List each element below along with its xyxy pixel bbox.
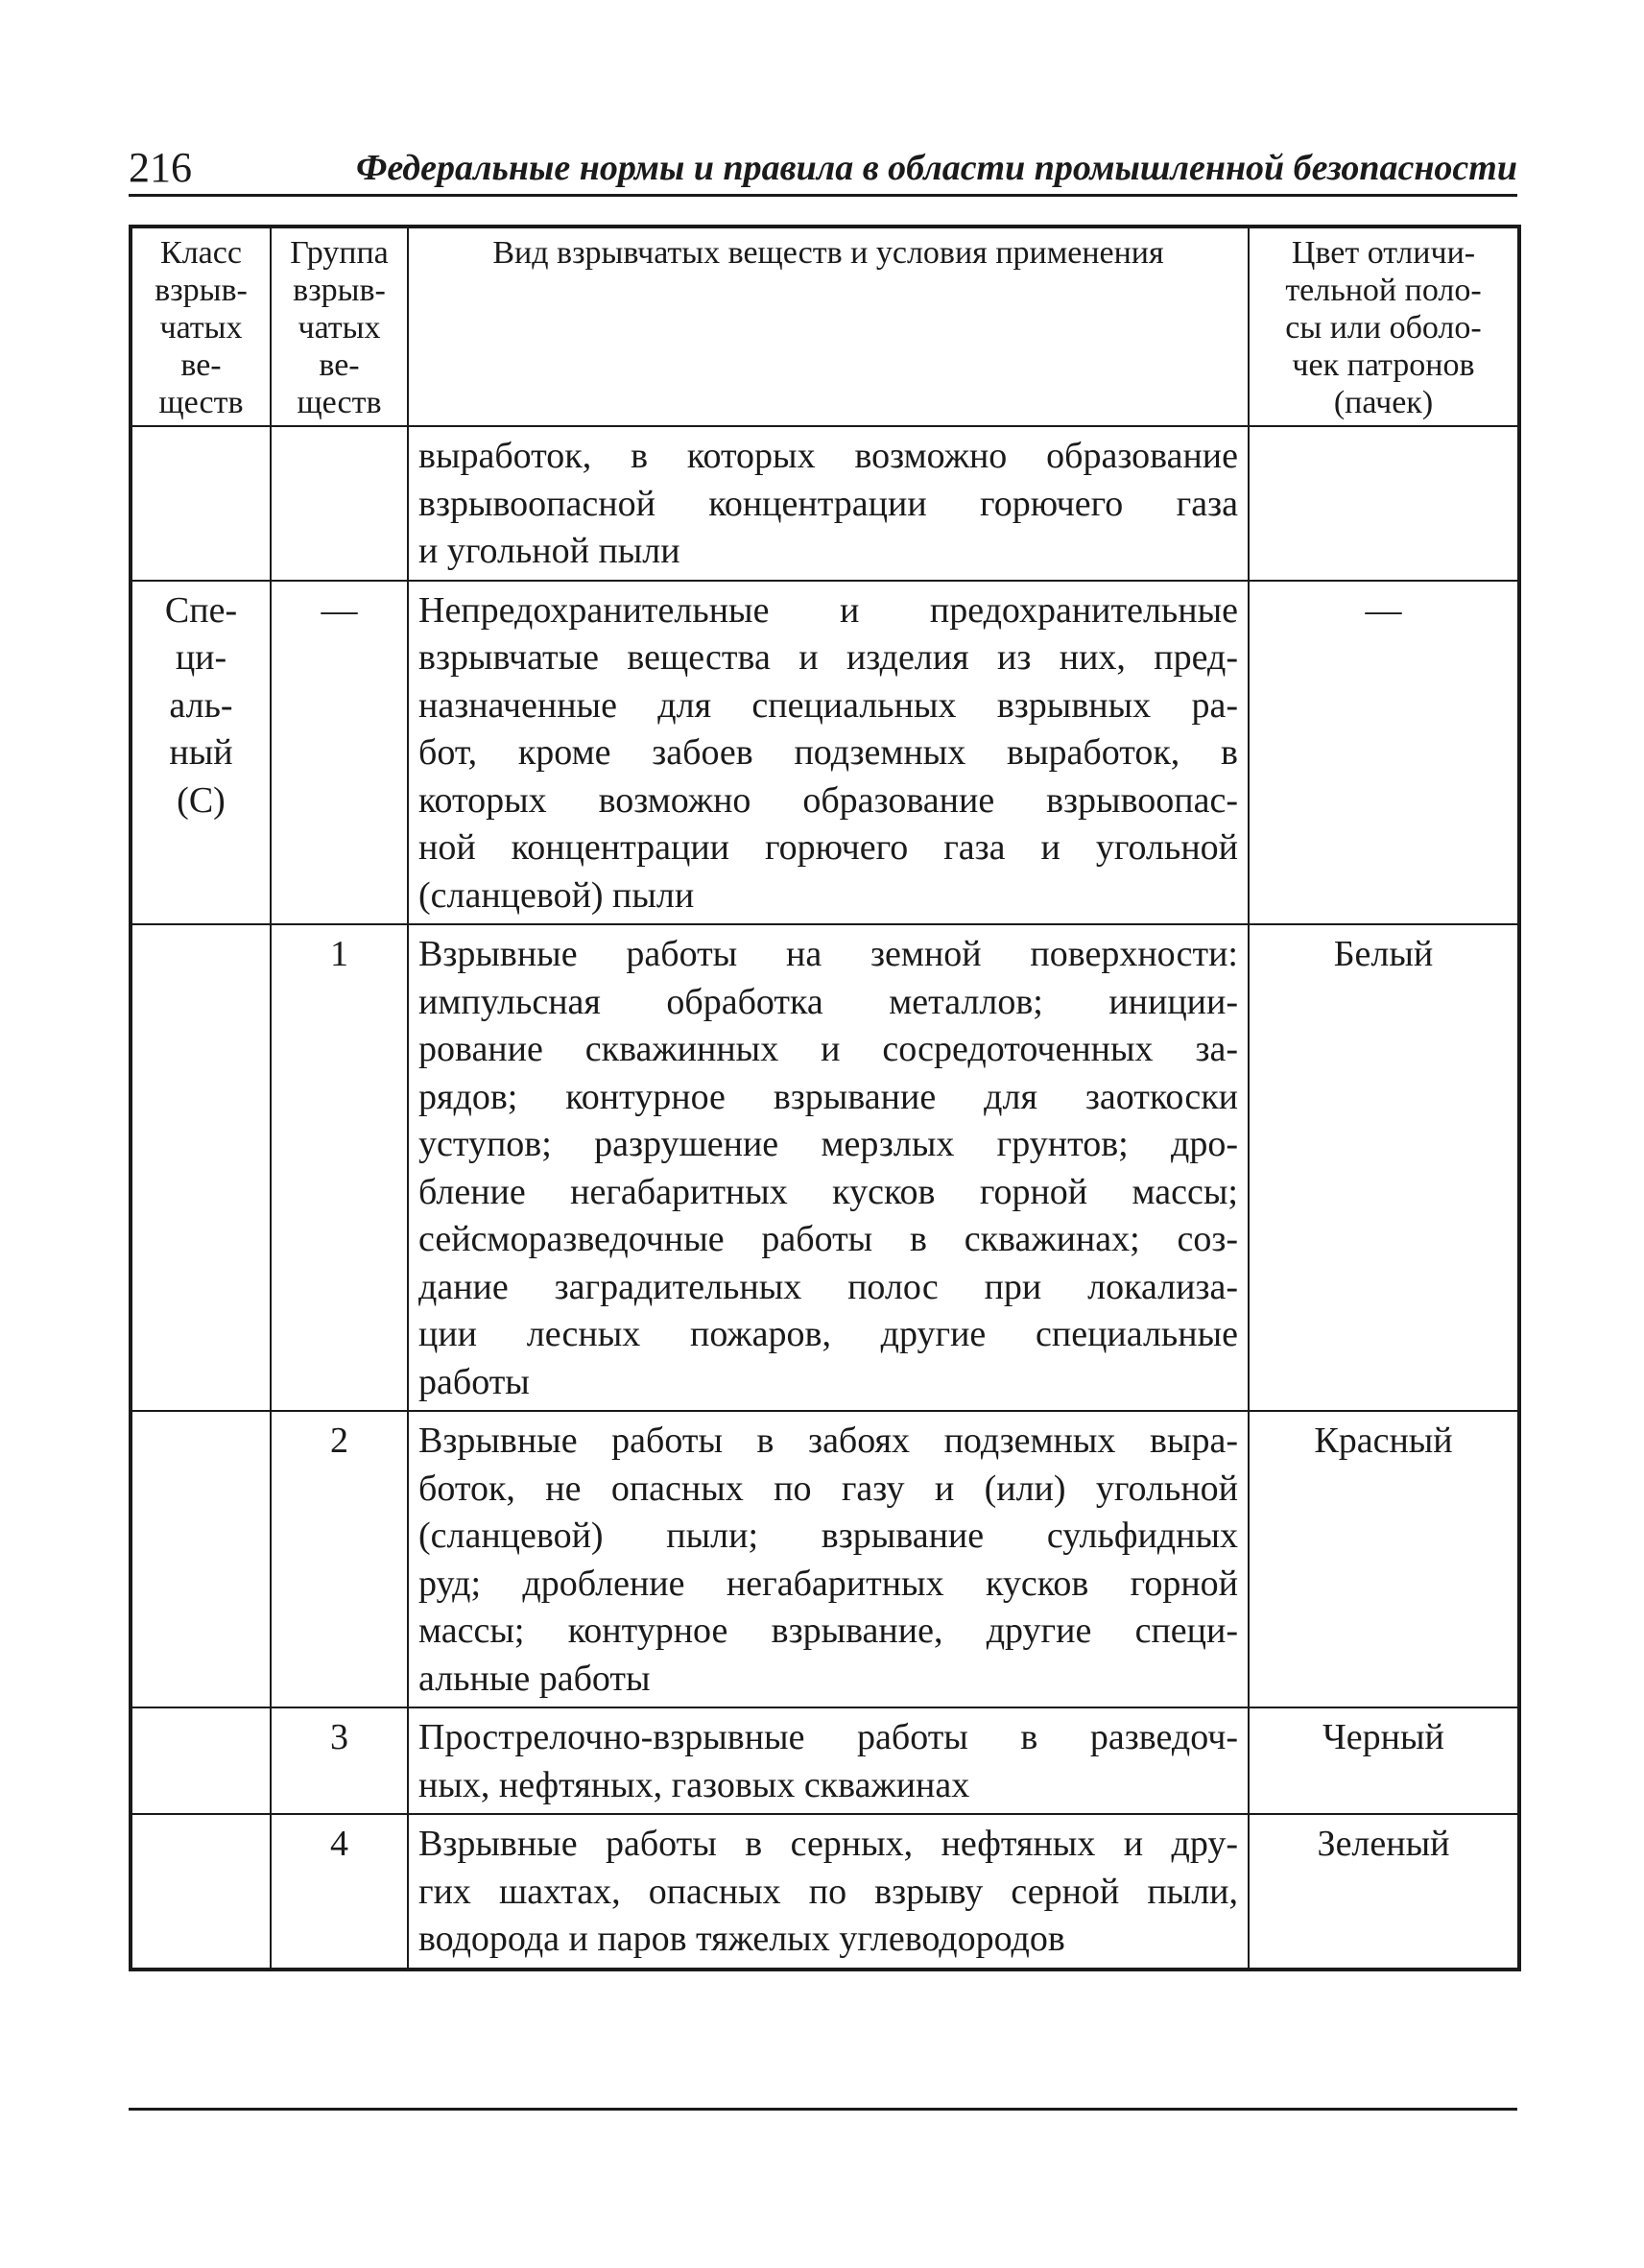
description-line: бление негабаритных кусков горной массы; [418,1171,1238,1212]
cell-group: — [271,581,408,925]
description-line: боток, не опасных по газу и (или) угольной [418,1468,1238,1509]
cell-color: Белый [1249,924,1519,1411]
cell-group [271,426,408,581]
header-color-line: тельной поло- [1285,273,1482,308]
table-row [131,426,1519,581]
description-line: (сланцевой) пыли; взрывание сульфидных [418,1516,1238,1556]
explosives-table [129,225,1521,1971]
cell-group: 3 [271,1707,408,1814]
description-line: уступов; разрушение мерзлых грунтов; дро- [418,1124,1238,1164]
header-group [271,227,408,426]
description-line: (сланцевой) пыли [418,874,695,916]
cell-class [131,1411,271,1707]
header-kind-line: Вид взрывчатых веществ и условия применения [492,235,1164,271]
cell-description [408,426,1249,581]
table-row [131,581,1519,925]
description-line: водорода и паров тяжелых углеводородов [418,1919,1065,1959]
class-line: ный [169,732,233,773]
description-line: сейсморазведочные работы в скважинах; соз- [418,1219,1238,1259]
header-group-line: ве- [319,347,360,383]
cell-description [408,924,1249,1411]
class-line: Спе- [164,589,238,631]
table-row [131,1814,1519,1970]
table-header-row [131,227,1519,426]
cell-color [1249,426,1519,581]
header-class-line: Класс [160,235,242,271]
description-line: рование скважинных и сосредоточенных за- [418,1029,1238,1069]
header-class-line: ве- [180,347,222,383]
header-group-line: ществ [297,385,382,420]
description-line: Непредохранительные и предохранительные [418,589,1238,631]
header-class-line: чатых [159,310,243,346]
description-line: взрывчатые вещества и изделия из них, пред- [418,637,1238,678]
header-class-line: ществ [158,385,244,420]
class-line: ци- [175,637,227,678]
cell-class [131,426,271,581]
cell-class [131,581,271,925]
header-color-line: чек патронов [1292,347,1475,383]
description-line: дание заградительных полос при локализа- [418,1266,1238,1307]
header-group-line: Группа [290,235,389,271]
header-color-line: сы или оболо- [1285,310,1482,346]
description-line: Прострелочно-взрывные работы в разведоч- [418,1717,1238,1757]
description-line: ции лесных пожаров, другие специальные [418,1314,1238,1354]
footnote-divider [129,2108,1517,2111]
description-line: массы; контурное взрывание, другие специ- [418,1611,1238,1651]
page-header [129,134,1517,197]
header-group-line: чатых [298,310,381,346]
description-line: импульсная обработка металлов; иниции- [418,981,1238,1022]
table-row [131,1411,1519,1707]
header-class [131,227,271,426]
description-line: ной концентрации горючего газа и угольной [418,827,1238,868]
cell-color: Черный [1249,1707,1519,1814]
cell-group: 4 [271,1814,408,1970]
description-line: выработок, в которых возможно образование [418,436,1238,476]
description-line: гих шахтах, опасных по взрыву серной пыли, [418,1871,1238,1912]
cell-description [408,1411,1249,1707]
cell-class [131,1707,271,1814]
header-kind [408,227,1249,426]
page-number: 216 [129,144,192,191]
cell-color: Красный [1249,1411,1519,1707]
description-line: бот, кроме забоев подземных выработок, в [418,732,1238,773]
cell-description [408,1707,1249,1814]
cell-color: — [1249,581,1519,925]
cell-class [131,924,271,1411]
description-line: Взрывные работы в серных, нефтяных и дру- [418,1824,1238,1864]
cell-description [408,581,1249,925]
cell-group: 2 [271,1411,408,1707]
header-color-line: (пачек) [1333,385,1434,420]
description-line: работы [418,1361,530,1402]
class-line: (С) [177,779,226,821]
description-line: взрывоопасной концентрации горючего газа [418,483,1238,524]
description-line: которых возможно образование взрывоопас- [418,779,1238,821]
description-line: ных, нефтяных, газовых скважинах [418,1764,970,1805]
running-title: Федеральные нормы и правила в области промышленной безопасности [356,148,1517,188]
table-row [131,924,1519,1411]
header-class-line: взрыв- [155,273,248,308]
description-line: руд; дробление негабаритных кусков горной [418,1563,1238,1604]
description-line: назначенные для специальных взрывных ра- [418,684,1238,726]
description-line: Взрывные работы в забоях подземных выра- [418,1420,1238,1461]
description-line: Взрывные работы на земной поверхности: [418,934,1238,974]
cell-description [408,1814,1249,1970]
header-group-line: взрыв- [293,273,386,308]
cell-group: 1 [271,924,408,1411]
cell-class [131,1814,271,1970]
description-line: рядов; контурное взрывание для заоткоски [418,1076,1238,1117]
header-color-line: Цвет отличи- [1291,235,1476,271]
cell-color: Зеленый [1249,1814,1519,1970]
table-row [131,1707,1519,1814]
class-line: аль- [169,684,233,726]
header-color [1249,227,1519,426]
description-line: альные работы [418,1658,651,1699]
description-line: и угольной пыли [418,531,680,571]
